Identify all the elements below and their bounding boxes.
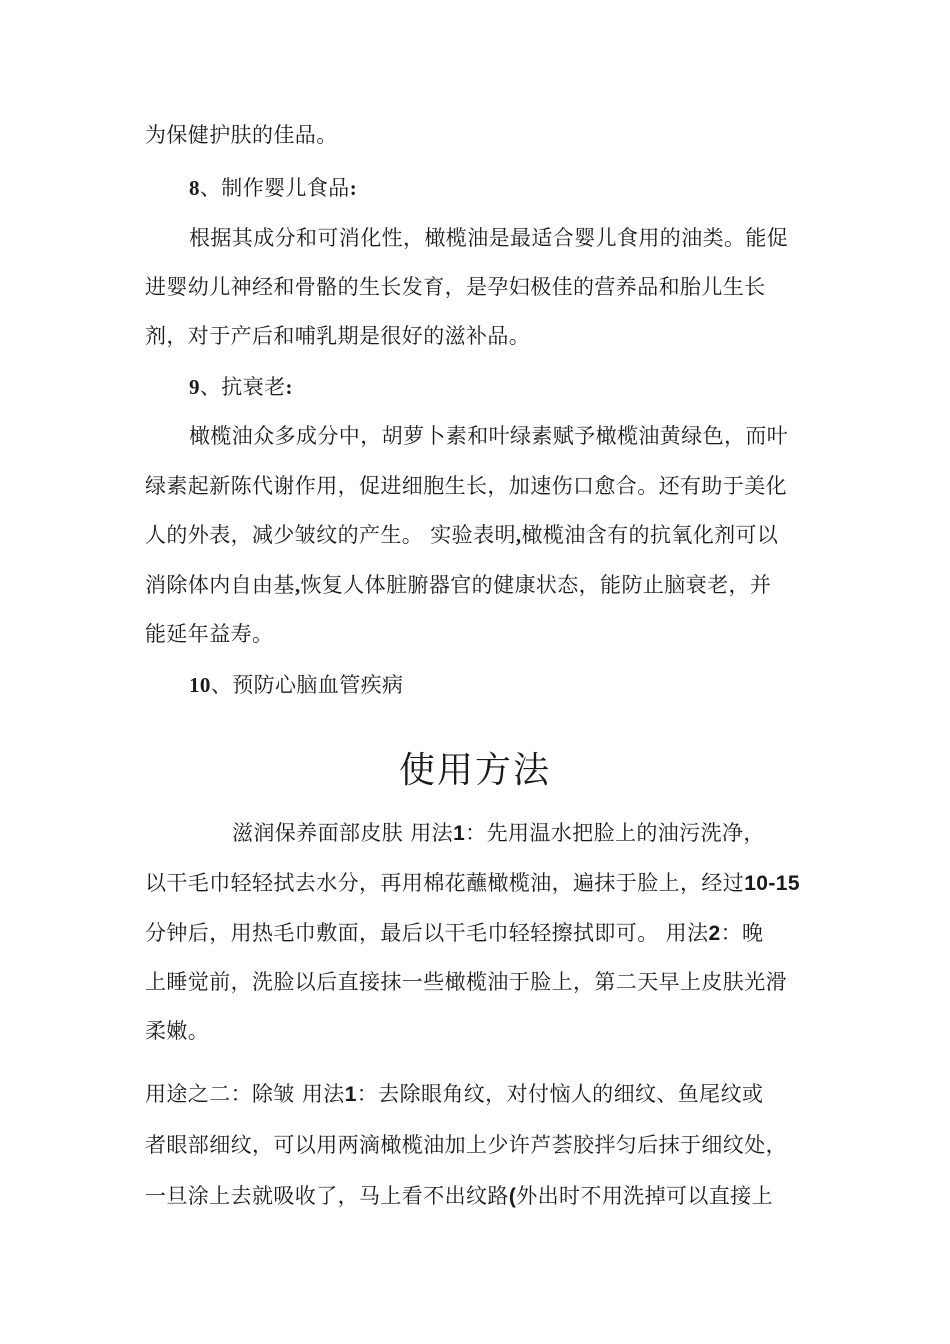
paragraph-line: 柔嫩。 [145,1019,210,1043]
paragraph-line: 剂，对于产后和哺乳期是很好的滋补品。 [145,324,531,348]
heading-10: 10、预防心脑血管疾病 [189,673,404,697]
paragraph-line: 滋润保养面部皮肤 用法1：先用温水把脸上的油污洗净， [232,821,765,845]
paragraph-line: 为保健护肤的佳品。 [145,123,338,147]
paragraph-line: 绿素起新陈代谢作用，促进细胞生长，加速伤口愈合。还有助于美化 [145,474,787,498]
paragraph-line: 者眼部细纹，可以用两滴橄榄油加上少许芦荟胶拌匀后抹于细纹处， [145,1133,787,1157]
paragraph-line: 用途之二：除皱 用法1：去除眼角纹，对付恼人的细纹、鱼尾纹或 [145,1082,764,1106]
paragraph-line: 橄榄油众多成分中，胡萝卜素和叶绿素赋予橄榄油黄绿色，而叶 [189,424,789,448]
paragraph-line: 能延年益寿。 [145,622,274,646]
heading-9: 9、抗衰老: [189,375,293,399]
paragraph-line: 上睡觉前，洗脸以后直接抹一些橄榄油于脸上，第二天早上皮肤光滑 [145,970,787,994]
paragraph-line: 以干毛巾轻轻拭去水分，再用棉花蘸橄榄油，遍抹于脸上，经过10-15 [145,871,800,895]
paragraph-line: 人的外表，减少皱纹的产生。 实验表明,橄榄油含有的抗氧化剂可以 [145,523,779,547]
section-title: 使用方法 [398,750,551,791]
paragraph-line: 一旦涂上去就吸收了，马上看不出纹路(外出时不用洗掉可以直接上 [145,1184,774,1208]
paragraph-line: 分钟后，用热毛巾敷面，最后以干毛巾轻轻擦拭即可。 用法2：晚 [145,921,764,945]
paragraph-line: 进婴幼儿神经和骨骼的生长发育，是孕妇极佳的营养品和胎儿生长 [145,275,766,299]
paragraph-line: 消除体内自由基,恢复人体脏腑器官的健康状态，能防止脑衰老，并 [145,573,772,597]
heading-8: 8、制作婴儿食品: [189,176,358,200]
paragraph-line: 根据其成分和可消化性，橄榄油是最适合婴儿食用的油类。能促 [189,226,789,250]
